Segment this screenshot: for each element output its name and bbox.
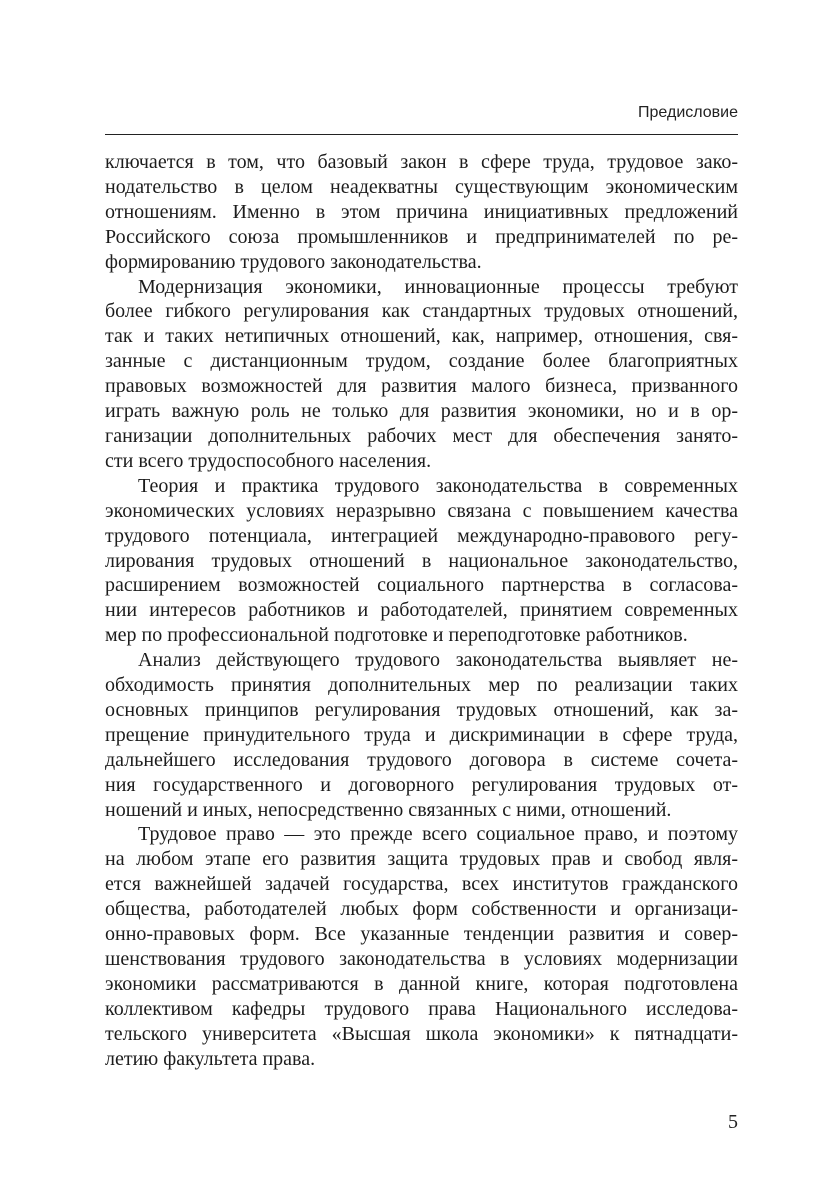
text-line: ганизации дополнительных рабочих мест для обеспечения занято- xyxy=(105,424,738,447)
page-number: 5 xyxy=(728,1111,738,1133)
text-line: играть важную роль не только для развития экономики, но и в ор- xyxy=(105,400,738,423)
text-line: ношений и иных, непосредственно связанных с ними, отношений. xyxy=(105,798,672,821)
text-line: сти всего трудоспособного населения. xyxy=(105,449,432,472)
text-line: Российского союза промышленников и предпринимателей по ре- xyxy=(105,225,738,248)
text-line: тельского университета «Высшая школа экономики» к пятнадцати- xyxy=(105,1022,738,1045)
text-line: Теория и практика трудового законодательства в современных xyxy=(138,474,738,497)
running-header-title: Предисловие xyxy=(638,104,738,121)
text-line: летию факультета права. xyxy=(105,1047,316,1070)
text-line: на любом этапе его развития защита трудовых прав и свобод явля- xyxy=(105,848,738,871)
body-text xyxy=(105,150,738,1072)
text-line: отношениям. Именно в этом причина инициативных предложений xyxy=(105,200,738,223)
text-line: обходимость принятия дополнительных мер по реализации таких xyxy=(105,674,738,697)
text-line: ния государственного и договорного регулирования трудовых от- xyxy=(105,773,738,796)
paragraph xyxy=(105,648,738,822)
text-line: экономических условиях неразрывно связана с повышением качества xyxy=(105,499,738,522)
text-line: прещение принудительного труда и дискриминации в сфере труда, xyxy=(105,723,738,746)
text-line: расширением возможностей социального партнерства в согласова- xyxy=(105,574,738,597)
text-line: ключается в том, что базовый закон в сфере труда, трудовое зако- xyxy=(105,151,738,173)
text-line: экономики рассматриваются в данной книге, которая подготовлена xyxy=(105,972,738,995)
header-rule xyxy=(105,134,738,135)
paragraph xyxy=(105,150,738,275)
text-line: ется важнейшей задачей государства, всех институтов гражданского xyxy=(105,873,738,896)
text-line: коллективом кафедры трудового права Национального исследова- xyxy=(105,997,738,1020)
text-line: лирования трудовых отношений в национальное законодательство, xyxy=(105,549,738,572)
text-line: занные с дистанционным трудом, создание более благоприятных xyxy=(105,350,738,373)
text-line: мер по профессиональной подготовке и переподготовке работников. xyxy=(105,624,688,647)
text-line: так и таких нетипичных отношений, как, например, отношения, свя- xyxy=(105,325,738,348)
text-line: общества, работодателей любых форм собственности и организаци- xyxy=(105,898,738,921)
text-line: Анализ действующего трудового законодательства выявляет не- xyxy=(138,649,738,672)
text-line: трудового потенциала, интеграцией международно-правового регу- xyxy=(105,524,738,547)
text-line: нии интересов работников и работодателей, принятием современных xyxy=(105,599,738,622)
text-line: формированию трудового законодательства. xyxy=(105,250,482,273)
text-line: Модернизация экономики, инновационные процессы требуют xyxy=(138,275,738,298)
text-line: онно-правовых форм. Все указанные тенденции развития и совер- xyxy=(105,923,738,946)
paragraph xyxy=(105,275,738,474)
text-line: Трудовое право — это прежде всего социальное право, и поэтому xyxy=(138,823,738,846)
text-line: дальнейшего исследования трудового договора в системе сочета- xyxy=(105,748,738,771)
text-line: основных принципов регулирования трудовых отношений, как за- xyxy=(105,698,738,721)
text-line: шенствования трудового законодательства в условиях модернизации xyxy=(105,948,738,970)
paragraph xyxy=(105,822,738,1071)
text-line: правовых возможностей для развития малого бизнеса, призванного xyxy=(105,375,738,398)
text-line: более гибкого регулирования как стандартных трудовых отношений, xyxy=(105,300,738,323)
paragraph xyxy=(105,474,738,648)
text-line: нодательство в целом неадекватны существующим экономическим xyxy=(105,175,738,198)
